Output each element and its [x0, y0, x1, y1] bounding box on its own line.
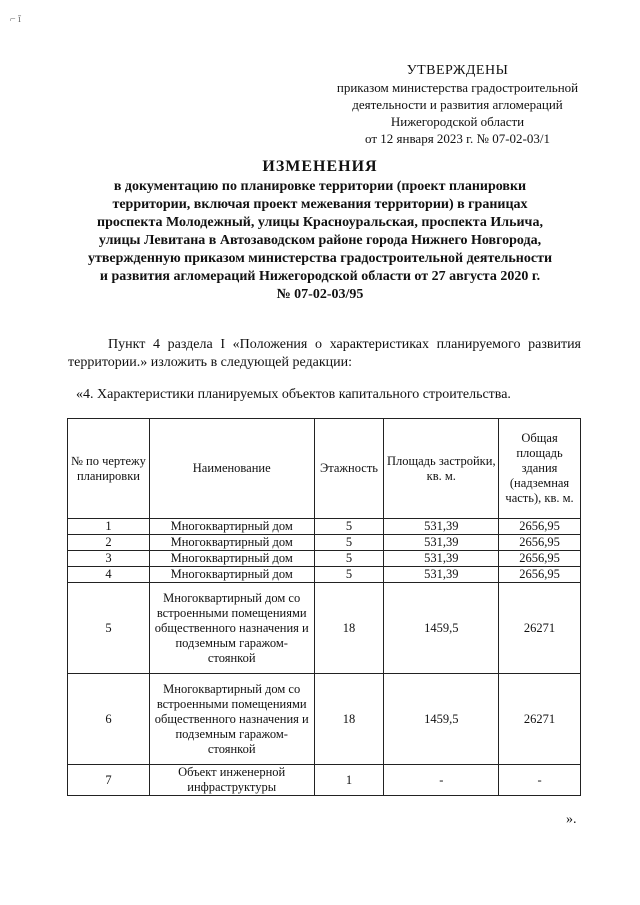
table-row	[68, 519, 581, 535]
cell-floors: 5	[314, 535, 384, 551]
cell-area: 1459,5	[384, 674, 499, 765]
characteristics-table	[67, 418, 581, 796]
title-heading: ИЗМЕНЕНИЯ	[262, 158, 378, 175]
title-line: территории, включая проект межевания территории) в границах	[112, 197, 528, 212]
table-header-row	[68, 419, 581, 519]
cell-area: 531,39	[384, 535, 499, 551]
approval-heading: УТВЕРЖДЕНЫ	[406, 63, 509, 78]
cell-floors: 1	[314, 765, 384, 796]
approval-stamp	[330, 62, 585, 147]
header-total-area: Общая площадь здания (надземная часть), кв. м.	[499, 419, 581, 519]
cell-number: 6	[68, 674, 150, 765]
body-paragraph: Пункт 4 раздела I «Положения о характеристиках планируемого развития территории.» изложить в следующей редакции:	[68, 337, 581, 370]
closing-quote: ».	[566, 812, 577, 827]
cell-name: Многоквартирный дом	[149, 519, 314, 535]
cell-area: 1459,5	[384, 583, 499, 674]
table-row	[68, 674, 581, 765]
approval-line: приказом министерства градостроительной	[336, 80, 579, 95]
cell-total: -	[499, 765, 581, 796]
cell-total: 2656,95	[499, 567, 581, 583]
header-floors: Этажность	[314, 419, 384, 519]
cell-area: 531,39	[384, 567, 499, 583]
table-row	[68, 765, 581, 796]
approval-line: от 12 января 2023 г. № 07-02-03/1	[365, 131, 550, 146]
cell-total: 26271	[499, 674, 581, 765]
cell-number: 3	[68, 551, 150, 567]
title-line: утвержденную приказом министерства градостроительной деятельности	[87, 251, 553, 266]
cell-number: 5	[68, 583, 150, 674]
title-line: проспекта Молодежный, улицы Красноуральская, проспекта Ильича,	[97, 215, 543, 230]
table-row	[68, 567, 581, 583]
cell-name: Многоквартирный дом со встроенными помещениями общественного назначения и подземным гаражом-стоянкой	[149, 583, 314, 674]
cell-area: -	[384, 765, 499, 796]
approval-line: деятельности и развития агломераций	[352, 97, 563, 112]
cell-floors: 18	[314, 674, 384, 765]
cell-floors: 5	[314, 551, 384, 567]
title-line: улицы Левитана в Автозаводском районе города Нижнего Новгорода,	[98, 233, 542, 248]
title-line: в документацию по планировке территории (проект планировки	[113, 179, 527, 194]
cell-floors: 18	[314, 583, 384, 674]
title-line: и развития агломераций Нижегородской области от 27 августа 2020 г.	[99, 269, 541, 284]
approval-line: Нижегородской области	[390, 114, 525, 129]
cell-area: 531,39	[384, 551, 499, 567]
cell-number: 2	[68, 535, 150, 551]
section-heading: «4. Характеристики планируемых объектов капитального строительства.	[76, 387, 511, 402]
cell-number: 7	[68, 765, 150, 796]
cell-total: 2656,95	[499, 535, 581, 551]
cell-total: 2656,95	[499, 551, 581, 567]
table-row	[68, 583, 581, 674]
cell-name: Многоквартирный дом	[149, 535, 314, 551]
table-row	[68, 551, 581, 567]
cell-name: Многоквартирный дом	[149, 567, 314, 583]
title-line: № 07-02-03/95	[276, 287, 364, 302]
header-area: Площадь застройки, кв. м.	[384, 419, 499, 519]
cell-floors: 5	[314, 519, 384, 535]
cell-name: Объект инженерной инфраструктуры	[149, 765, 314, 796]
document-title	[60, 158, 580, 304]
table-row	[68, 535, 581, 551]
header-name: Наименование	[149, 419, 314, 519]
cell-number: 4	[68, 567, 150, 583]
header-number: № по чертежу планировки	[68, 419, 150, 519]
scan-mark: ⌐ ī	[10, 14, 21, 25]
cell-floors: 5	[314, 567, 384, 583]
cell-number: 1	[68, 519, 150, 535]
cell-total: 2656,95	[499, 519, 581, 535]
cell-area: 531,39	[384, 519, 499, 535]
cell-name: Многоквартирный дом	[149, 551, 314, 567]
cell-total: 26271	[499, 583, 581, 674]
cell-name: Многоквартирный дом со встроенными помещениями общественного назначения и подземным гаражом-стоянкой	[149, 674, 314, 765]
